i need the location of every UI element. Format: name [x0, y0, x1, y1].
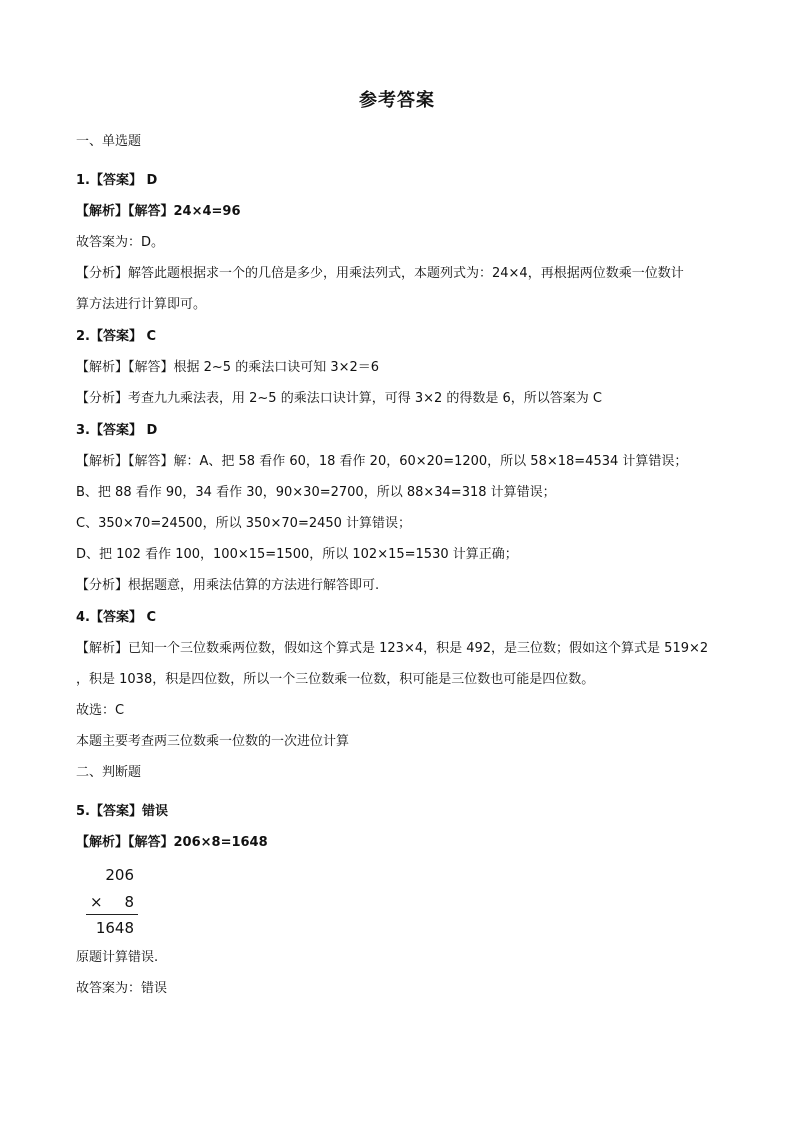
text-line: 3.【答案】 D: [76, 423, 158, 438]
text-line: 2.【答案】 C: [76, 329, 157, 344]
multiplier: 8: [124, 893, 134, 911]
text-line: 故答案为：D。: [76, 235, 165, 250]
page-title: 参考答案: [359, 90, 435, 111]
text-line: 故答案为：错误: [76, 981, 168, 996]
text-line: C、350×70=24500，所以 350×70=2450 计算错误；: [76, 516, 412, 531]
text-line: 【分析】考查九九乘法表，用 2~5 的乘法口诀计算，可得 3×2 的得数是 6，所以答案为 C: [76, 391, 603, 406]
text-line: 【分析】根据题意，用乘法估算的方法进行解答即可.: [76, 578, 380, 593]
multiply-operator: ×: [90, 893, 103, 911]
text-line: 【解析】【解答】解：A、把 58 看作 60，18 看作 20，60×20=1200，所以 58×18=4534 计算错误；: [76, 454, 688, 469]
text-line: 5.【答案】错误: [76, 804, 168, 819]
text-line: 【解析】【解答】206×8=1648: [76, 835, 268, 850]
text-line: 算方法进行计算即可。: [76, 297, 207, 312]
text-line: 一、单选题: [76, 134, 142, 149]
text-line: B、把 88 看作 90，34 看作 30，90×30=2700，所以 88×34=318 计算错误；: [76, 485, 556, 500]
text-line: 4.【答案】 C: [76, 610, 157, 625]
vertical-multiplication: [84, 864, 154, 942]
text-line: ，积是 1038，积是四位数，所以一个三位数乘一位数，积可能是三位数也可能是四位数。: [76, 672, 595, 687]
text-line: 二、判断题: [76, 765, 142, 780]
calc-rule: [86, 914, 138, 915]
text-line: 【分析】解答此题根据求一个的几倍是多少，用乘法列式，本题列式为：24×4，再根据两位数乘一位数计: [76, 266, 684, 281]
text-line: 【解析】【解答】根据 2~5 的乘法口诀可知 3×2＝6: [76, 360, 380, 375]
text-line: 故选：C: [76, 703, 125, 718]
text-line: 原题计算错误.: [76, 950, 159, 965]
text-line: 1.【答案】 D: [76, 173, 158, 188]
multiplicand: 206: [105, 866, 134, 884]
text-line: 【解析】【解答】24×4=96: [76, 204, 241, 219]
text-line: D、把 102 看作 100，100×15=1500，所以 102×15=1530 计算正确；: [76, 547, 518, 562]
text-line: 本题主要考查两三位数乘一位数的一次进位计算: [76, 734, 350, 749]
text-line: 【解析】已知一个三位数乘两位数，假如这个算式是 123×4，积是 492，是三位数；假如这个算式是 519×2: [76, 641, 709, 656]
product: 1648: [95, 919, 134, 937]
